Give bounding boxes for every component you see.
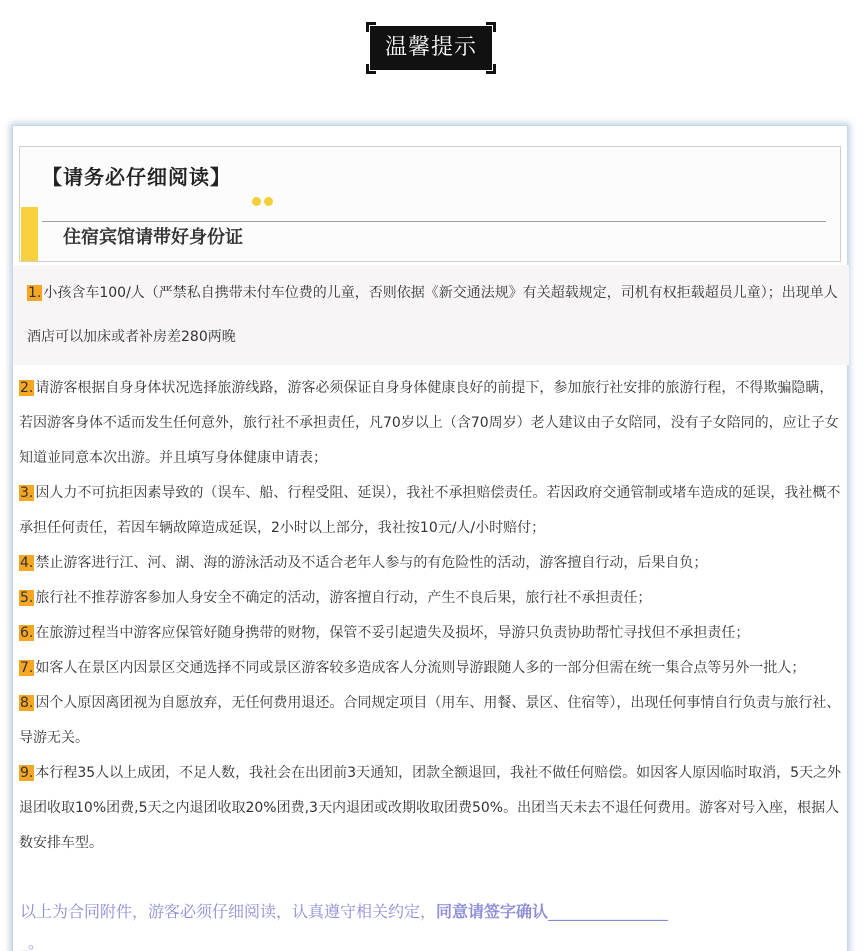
notice-subtitle: 住宿宾馆请带好身份证 <box>63 227 243 248</box>
item-number: 6. <box>20 625 34 641</box>
signature-text: 以上为合同附件，游客必须仔细阅读，认真遵守相关约定， <box>20 902 437 921</box>
dot-icon <box>252 197 261 206</box>
item-text: 小孩含车100/人（严禁私自携带未付车位费的儿童，否则依据《新交通法规》有关超载规定，司机有权拒载超员儿童）；出现单人酒店可以加床或者补房差280两晚 <box>27 285 838 345</box>
item-text: 禁止游客进行江、河、湖、海的游泳活动及不适合老年人参与的有危险性的活动，游客擅自行动，后果自负； <box>35 555 708 571</box>
item-number: 3. <box>20 485 34 501</box>
signature-blank[interactable]: _______________ <box>548 902 669 921</box>
item-number: 9. <box>20 765 34 781</box>
item-text: 请游客根据自身身体状况选择旅游线路，游客必须保证自身身体健康良好的前提下，参加旅行社安排的旅游行程，不得欺骗隐瞒，若因游客身体不适而发生任何意外，旅行社不承担责任，凡70岁以上（含70周岁）老人建议由子女陪同，没有子女陪同的，应让子女知道並同意本次出游。并且填写身体健康申请表； <box>19 380 839 466</box>
item-number: 7. <box>20 660 34 676</box>
list-item <box>13 616 849 651</box>
list-item <box>13 371 849 476</box>
notice-card <box>12 125 848 951</box>
list-item <box>13 686 849 756</box>
signature-notice <box>20 896 820 951</box>
item-number: 4. <box>20 555 34 571</box>
item-number: 2. <box>20 380 34 396</box>
item-text: 在旅游过程当中游客应保管好随身携带的财物，保管不妥引起遗失及损坏，导游只负责协助帮忙寻找但不承担责任； <box>35 625 750 641</box>
notice-header <box>19 146 841 262</box>
item-text: 本行程35人以上成团，不足人数，我社会在出团前3天通知，团款全额退回，我社不做任何赔偿。如因客人原因临时取消，5天之外退团收取10%团费,5天之内退团收取20%团费,3天内退团或改期收取团费50%。出团当天未去不退任何费用。游客对号入座，根据人数安排车型。 <box>19 765 841 851</box>
list-item <box>13 651 849 686</box>
item-number: 8. <box>20 695 34 711</box>
list-item <box>13 265 849 365</box>
list-item <box>13 546 849 581</box>
list-item <box>13 476 849 546</box>
signature-confirm: 同意请签字确认 <box>436 902 549 921</box>
header-title: 温馨提示 <box>370 26 492 70</box>
item-text: 旅行社不推荐游客参加人身安全不确定的活动，游客擅自行动，产生不良后果，旅行社不承担责任； <box>35 590 652 606</box>
divider <box>42 221 826 222</box>
item-text: 因个人原因离团视为自愿放弃，无任何费用退还。合同规定项目（用车、用餐、景区、住宿等），出现任何事情自行负责与旅行社、导游无关。 <box>19 695 841 746</box>
notice-title: 【请务必仔细阅读】 <box>42 165 231 189</box>
item-number: 5. <box>20 590 34 606</box>
signature-end: _。 <box>20 933 45 951</box>
dot-icon <box>264 197 273 206</box>
item-number: 1. <box>28 285 42 301</box>
item-text: 如客人在景区内因景区交通选择不同或景区游客较多造成客人分流则导游跟随人多的一部分但需在统一集合点等另外一批人； <box>35 660 806 676</box>
terms-list <box>13 265 849 861</box>
accent-bar <box>21 207 38 261</box>
header-label <box>366 22 496 74</box>
decorative-dots <box>252 191 276 210</box>
list-item <box>13 581 849 616</box>
item-text: 因人力不可抗拒因素导致的（误车、船、行程受阻、延误），我社不承担赔偿责任。若因政府交通管制或堵车造成的延误，我社概不承担任何责任，若因车辆故障造成延误，2小时以上部分，我社按10元/人/小时赔付； <box>19 485 841 536</box>
list-item <box>13 756 849 861</box>
